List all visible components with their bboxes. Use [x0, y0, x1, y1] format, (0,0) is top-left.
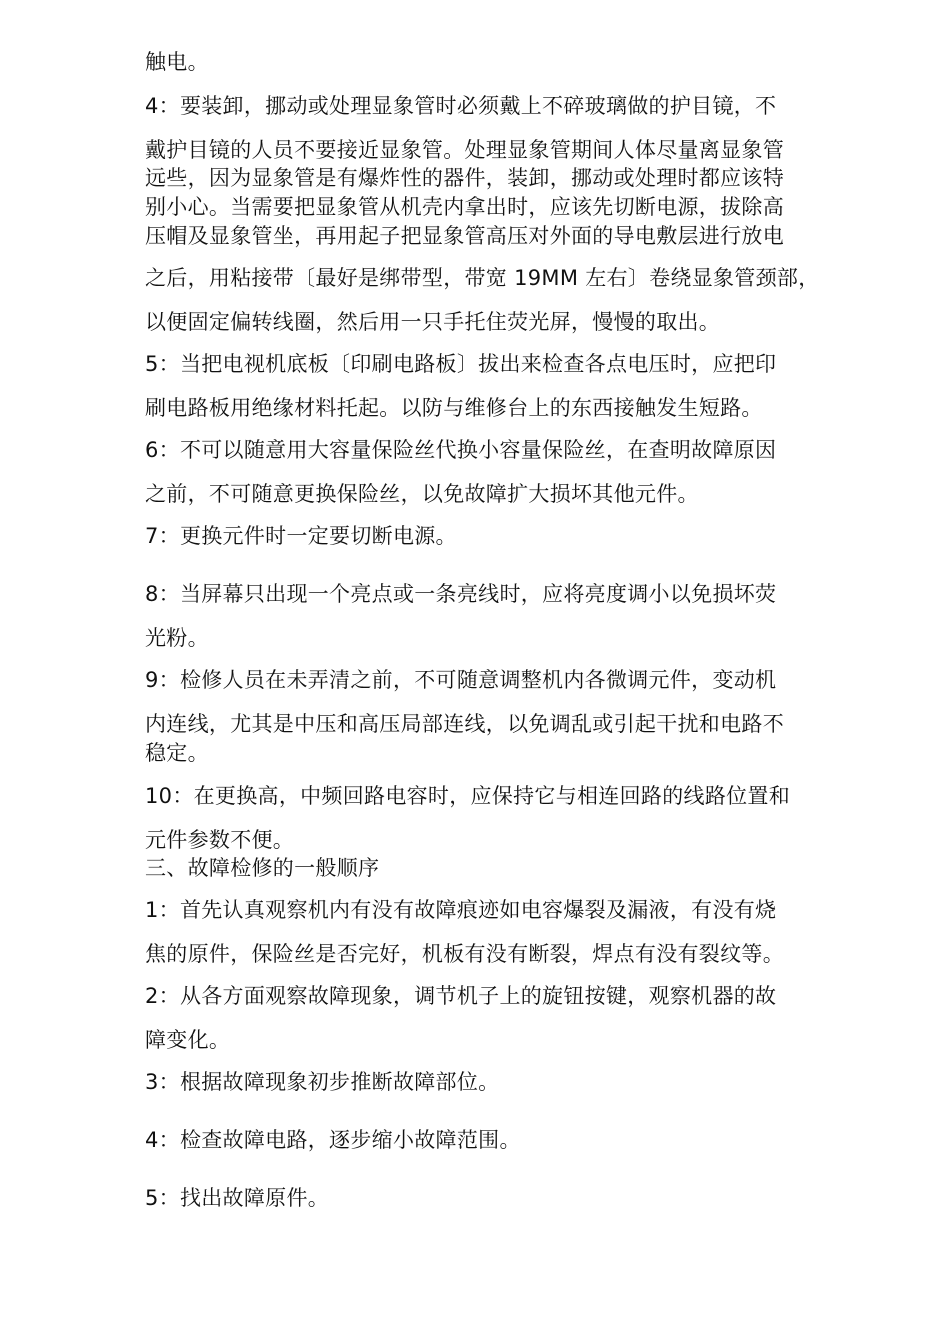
text-line: 2：从各方面观察故障现象，调节机子上的旋钮按键，观察机器的故	[145, 984, 777, 1008]
text-line: 压帽及显象管坐，再用起子把显象管高压对外面的导电敷层进行放电	[145, 224, 784, 248]
text-line: 光粉。	[145, 626, 209, 650]
text-line: 6：不可以随意用大容量保险丝代换小容量保险丝，在查明故障原因	[145, 438, 777, 462]
text-line: 焦的原件，保险丝是否完好，机板有没有断裂，焊点有没有裂纹等。	[145, 942, 784, 966]
text-line: 元件参数不便。	[145, 828, 295, 852]
text-line: 刷电路板用绝缘材料托起。以防与维修台上的东西接触发生短路。	[145, 396, 763, 420]
text-line: 障变化。	[145, 1028, 231, 1052]
text-line: 稳定。	[145, 741, 209, 765]
text-line: 4：检查故障电路，逐步缩小故障范围。	[145, 1128, 521, 1152]
text-line: 8：当屏幕只出现一个亮点或一条亮线时，应将亮度调小以免损坏荧	[145, 582, 777, 606]
section-heading: 三、故障检修的一般顺序	[145, 856, 380, 880]
text-line: 触电。	[145, 50, 209, 74]
text-line: 5：当把电视机底板〔印刷电路板〕拔出来检查各点电压时，应把印	[145, 352, 777, 376]
text-line: 1：首先认真观察机内有没有故障痕迹如电容爆裂及漏液，有没有烧	[145, 898, 777, 922]
text-line: 10：在更换高，中频回路电容时，应保持它与相连回路的线路位置和	[145, 784, 791, 808]
text-line: 4：要装卸，挪动或处理显象管时必须戴上不碎玻璃做的护目镜，不	[145, 94, 777, 118]
text-line: 7：更换元件时一定要切断电源。	[145, 524, 457, 548]
text-line: 5：找出故障原件。	[145, 1186, 330, 1210]
text-line: 戴护目镜的人员不要接近显象管。处理显象管期间人体尽量离显象管	[145, 138, 784, 162]
text-line: 之后，用粘接带〔最好是绑带型，带宽 19MM 左右〕卷绕显象管颈部，	[145, 266, 820, 290]
text-line: 内连线，尤其是中压和高压局部连线，以免调乱或引起干扰和电路不	[145, 712, 784, 736]
text-line: 3：根据故障现象初步推断故障部位。	[145, 1070, 500, 1094]
text-line: 以便固定偏转线圈，然后用一只手托住荧光屏，慢慢的取出。	[145, 310, 721, 334]
text-line: 别小心。当需要把显象管从机壳内拿出时，应该先切断电源，拔除高	[145, 195, 784, 219]
text-line: 远些，因为显象管是有爆炸性的器件，装卸，挪动或处理时都应该特	[145, 166, 784, 190]
text-line: 之前，不可随意更换保险丝，以免故障扩大损坏其他元件。	[145, 482, 699, 506]
text-line: 9：检修人员在未弄清之前，不可随意调整机内各微调元件，变动机	[145, 668, 777, 692]
